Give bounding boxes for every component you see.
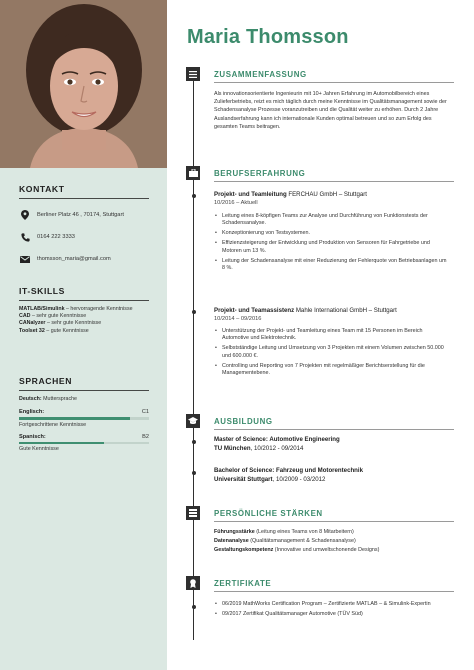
timeline-dot	[192, 605, 196, 609]
strengths-title: PERSÖNLICHE STÄRKEN	[214, 509, 323, 518]
language-level: C1	[141, 409, 149, 416]
certificates-title: ZERTIFIKATE	[214, 579, 272, 588]
language-row	[19, 409, 149, 415]
contact-title: KONTAKT	[19, 184, 65, 194]
timeline-dot	[192, 194, 196, 198]
job-title: Projekt- und Teamleitung FERCHAU GmbH – Stuttgart	[214, 191, 367, 198]
skill-item: Toolset 32 – gute Kenntnisse	[19, 327, 89, 334]
education-marker	[186, 414, 200, 428]
sidebar	[0, 0, 167, 670]
job-bullets	[214, 213, 450, 275]
phone-icon	[19, 232, 31, 242]
education-item: Bachelor of Science: Fahrzeug und Motorentechnik Universität Stuttgart, 10/2009 - 03/2012	[214, 467, 363, 483]
strength-item: Gestaltungskompetenz (Innovative und umweltschonende Designs)	[214, 546, 380, 553]
briefcase-icon	[189, 169, 198, 177]
phone-row	[19, 231, 149, 243]
contact-section	[19, 184, 149, 265]
list-item: • 06/2019 MathWorks Certification Program – Zertifizierte MATLAB – & Simulink-Expertin	[214, 601, 450, 608]
list-item: • Controlling und Reporting von 7 Projekten mit regelmäßiger Berichtserstellung für die Managementebene.	[214, 363, 450, 378]
strengths-marker	[186, 506, 200, 520]
language-bar-fill	[19, 442, 104, 444]
it-skills-title: IT-SKILLS	[19, 286, 65, 296]
education-item: Master of Science: Automotive Engineering TU München, 10/2012 - 09/2014	[214, 436, 340, 452]
languages-section	[19, 376, 149, 452]
list-item: • Leitung der Schadensanalyse mit einer Reduzierung der Fehlerquote von Betriebsanlagen um 8 %.	[214, 258, 450, 273]
summary-marker	[186, 67, 200, 81]
stack-icon	[189, 509, 197, 517]
divider	[19, 300, 149, 301]
divider	[214, 429, 454, 430]
language-name: Englisch:	[19, 409, 45, 416]
email-row	[19, 253, 149, 265]
email-icon	[19, 254, 31, 264]
list-item: • Unterstützung der Projekt- und Teamleitung eines Team mit 15 Personen im Bereich Automotive und Elektrotechnik.	[214, 328, 450, 343]
job-date: 10/2014 – 09/2016	[214, 316, 262, 322]
education-title: AUSBILDUNG	[214, 417, 273, 426]
certificates-marker	[186, 576, 200, 590]
timeline-dot	[192, 440, 196, 444]
profile-photo	[0, 0, 167, 168]
timeline-line	[193, 68, 194, 640]
certificates-list	[214, 601, 450, 621]
list-item: • Leitung eines 8-köpfigen Teams zur Analyse und Durchführung von Funktionstests der Schadensanalyse.	[214, 213, 450, 228]
native-language: Deutsch: Muttersprache	[19, 396, 77, 402]
language-row	[19, 434, 149, 440]
timeline-dot	[192, 471, 196, 475]
summary-title: ZUSAMMENFASSUNG	[214, 70, 307, 79]
divider	[214, 181, 454, 182]
certificate-icon	[189, 579, 197, 588]
language-level: B2	[142, 433, 149, 440]
language-note: Gute Kenntnisse	[19, 445, 59, 452]
languages-title: SPRACHEN	[19, 376, 73, 386]
summary-text: Als innovationsorientierte Ingenieurin mit 10+ Jahren Erfahrung im Automobilbereich eines Zulieferbetriebs, reizt es mich täglich durch meine Kenntnisse im Qualitätsmanagement sowie der Schadensanalyse Prozesse voranzutreiben und die Qualität weiter zu erhöhen. Durch 2 Jahre Auslandserfahrung kann ich internationale Kunden optimal betreuen und so zum Erfolg des gesamten Teams beitragen.	[214, 91, 447, 130]
email-text: thomsson_maria@gmail.com	[37, 256, 111, 262]
list-item: • Selbstständige Leitung und Umsetzung von 3 Projekten mit einem Volumen zwischen 50.000 und 600.000 €.	[214, 345, 450, 360]
person-name: Maria Thomsson	[187, 26, 349, 48]
list-icon	[189, 71, 197, 78]
list-item: • 09/2017 Zertifikat Qualitätsmanager Automotive (TÜV Süd)	[214, 611, 450, 618]
divider	[214, 82, 454, 83]
it-skills-section	[19, 286, 149, 335]
address-text: Berliner Platz 46 , 70174, Stuttgart	[37, 212, 124, 218]
language-name: Spanisch:	[19, 433, 46, 440]
language-bar-fill	[19, 417, 130, 419]
skill-item: CAD – sehr gute Kenntnisse	[19, 313, 87, 320]
skill-item: CANalyzer – sehr gute Kenntnisse	[19, 320, 102, 327]
language-note: Fortgeschrittene Kenntnisse	[19, 421, 87, 428]
list-item: • Konzeptionierung von Testsystemen.	[214, 230, 450, 237]
divider	[214, 591, 454, 592]
location-icon	[19, 210, 31, 220]
divider	[19, 198, 149, 199]
job-bullets	[214, 328, 450, 380]
language-bar	[19, 417, 149, 419]
language-bar	[19, 442, 149, 444]
experience-marker	[186, 166, 200, 180]
strength-item: Datenanalyse (Qualitätsmanagement & Schadensanalyse)	[214, 537, 356, 544]
strengths-list	[214, 528, 379, 554]
experience-title: BERUFSERFAHRUNG	[214, 169, 306, 178]
job-date: 10/2016 – Aktuell	[214, 200, 258, 206]
strength-item: Führungsstärke (Leitung eines Teams von 8 Mitarbeitern)	[214, 529, 354, 535]
phone-text: 0164 222 3333	[37, 234, 75, 240]
graduation-cap-icon	[188, 417, 198, 425]
job-title: Projekt- und Teamassistenz Mahle International GmbH – Stuttgart	[214, 307, 397, 314]
list-item: • Effizienzsteigerung der Entwicklung und Produktion von Sensoren für Fahrgetriebe und Motoren um 13 %.	[214, 240, 450, 255]
address-row	[19, 209, 149, 221]
divider	[19, 390, 149, 391]
skill-item: MATLAB/Simulink – hervorragende Kenntnisse	[19, 306, 133, 312]
divider	[214, 521, 454, 522]
timeline-dot	[192, 310, 196, 314]
